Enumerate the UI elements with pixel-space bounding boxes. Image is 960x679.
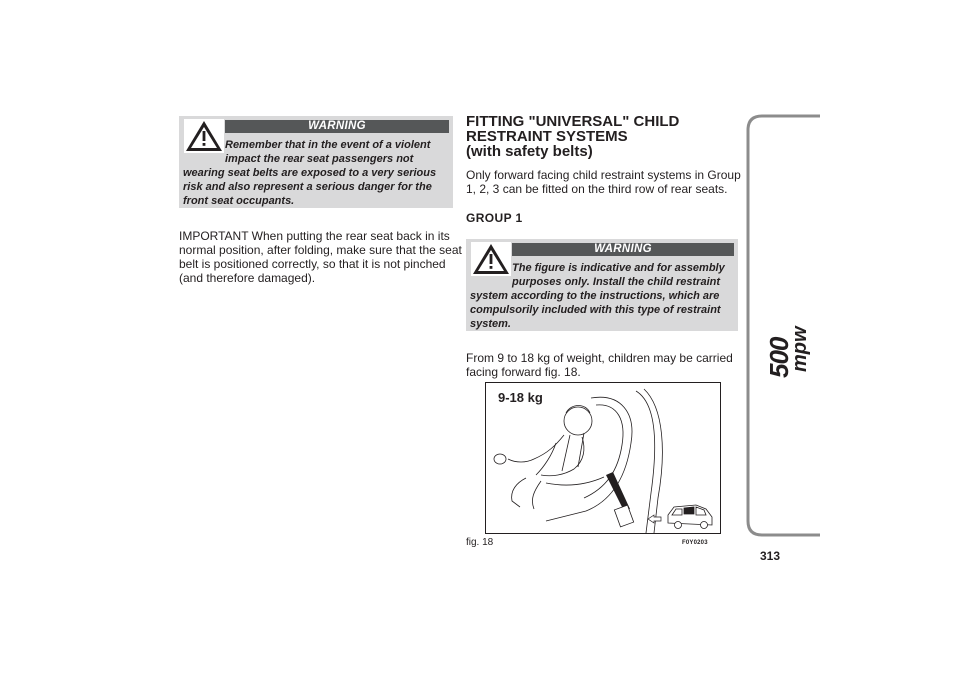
- warning-label: WARNING: [225, 120, 449, 133]
- child-seat-figure: [485, 382, 721, 534]
- child-seat-illustration: [486, 383, 720, 533]
- weight-line: facing forward fig. 18.: [466, 365, 581, 379]
- warning-triangle-icon: [471, 242, 511, 276]
- weight-line: From 9 to 18 kg of weight, children may be carried: [466, 351, 733, 365]
- heading-line: (with safety belts): [466, 143, 593, 160]
- svg-text:mpw: mpw: [789, 326, 810, 372]
- warning-text-line: purposes only. Install the child restraint: [512, 276, 721, 288]
- brand-logo: [760, 290, 810, 385]
- warning-text-line: front seat occupants.: [183, 195, 295, 207]
- car-icon: [668, 505, 712, 529]
- group-title: GROUP 1: [466, 211, 523, 225]
- warning-text-line: wearing seat belts are exposed to a very serious: [183, 167, 437, 179]
- important-line: belt is positioned correctly, so that it is not pinched: [179, 257, 446, 271]
- warning-label: WARNING: [512, 243, 734, 256]
- intro-line: Only forward facing child restraint systems in Group: [466, 168, 741, 182]
- warning-triangle-icon: [184, 119, 224, 153]
- warning-text-line: risk and also represent a serious danger for the: [183, 181, 432, 193]
- warning-text-line: system.: [470, 318, 511, 330]
- page-number: 313: [760, 549, 781, 563]
- important-line: normal position, after folding, make sure that the seat: [179, 243, 462, 257]
- heading-line: FITTING "UNIVERSAL" CHILD: [466, 113, 680, 130]
- figure-caption: fig. 18: [466, 537, 494, 548]
- warning-text-line: impact the rear seat passengers not: [225, 153, 414, 165]
- warning-box-right: [466, 239, 738, 331]
- warning-text-line: Remember that in the event of a violent: [225, 139, 431, 151]
- svg-text:500: 500: [764, 337, 794, 378]
- warning-box-left: [179, 116, 453, 208]
- important-line: IMPORTANT When putting the rear seat back in its: [179, 229, 450, 243]
- heading-line: RESTRAINT SYSTEMS: [466, 128, 628, 145]
- intro-line: 1, 2, 3 can be fitted on the third row of rear seats.: [466, 182, 728, 196]
- figure-code: F0Y0203: [682, 540, 708, 546]
- figure-weight-label: 9-18 kg: [498, 390, 543, 405]
- important-line: (and therefore damaged).: [179, 271, 316, 285]
- warning-text-line: system according to the instructions, which are: [470, 290, 720, 302]
- warning-text-line: The figure is indicative and for assembly: [512, 262, 725, 274]
- warning-text-line: compulsorily included with this type of restraint: [470, 304, 721, 316]
